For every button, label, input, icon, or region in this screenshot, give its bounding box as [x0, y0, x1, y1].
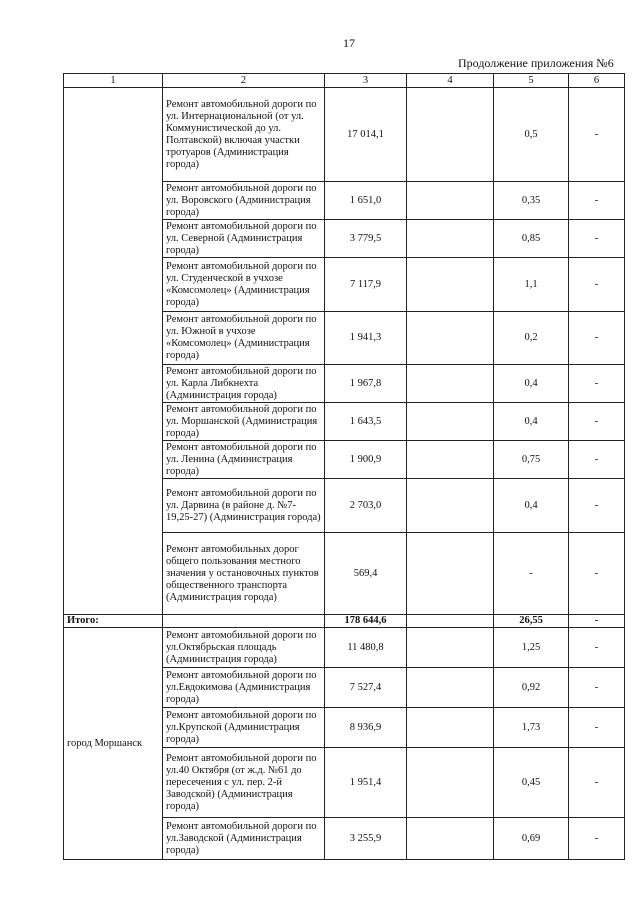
work-description: Ремонт автомобильной дороги по ул. Карла Либкнехта (Администрация города): [163, 365, 325, 403]
work-description: Ремонт автомобильной дороги по ул.Октябрьская площадь (Администрация города): [163, 628, 325, 668]
length-value: 0,85: [494, 220, 569, 258]
column-6-value: -: [569, 441, 625, 479]
amount-value: 17 014,1: [325, 88, 407, 182]
column-4-value: [407, 312, 494, 365]
column-4-value: [407, 628, 494, 668]
road-repair-table: [63, 73, 625, 860]
column-4-value: [407, 403, 494, 441]
amount-value: 1 651,0: [325, 182, 407, 220]
amount-value: 569,4: [325, 533, 407, 615]
amount-value: 1 941,3: [325, 312, 407, 365]
total-label: Итого:: [64, 615, 163, 628]
total-col6: -: [569, 615, 625, 628]
work-description: Ремонт автомобильной дороги по ул.40 Октября (от ж.д. №61 до пересечения с ул. пер. 2-й Заводской) (Администрация города): [163, 748, 325, 818]
column-4-value: [407, 441, 494, 479]
total-empty: [163, 615, 325, 628]
column-4-value: [407, 365, 494, 403]
total-length: 26,55: [494, 615, 569, 628]
total-amount: 178 644,6: [325, 615, 407, 628]
column-4-value: [407, 182, 494, 220]
column-6-value: -: [569, 628, 625, 668]
column-4-value: [407, 479, 494, 533]
length-value: 0,75: [494, 441, 569, 479]
length-value: 0,4: [494, 479, 569, 533]
column-6-value: -: [569, 312, 625, 365]
work-description: Ремонт автомобильной дороги по ул. Интернациональной (от ул. Коммунистической до ул. Полтавской) включая участки тротуаров (Администрация города): [163, 88, 325, 182]
work-description: Ремонт автомобильной дороги по ул. Студенческой в учхозе «Комсомолец» (Администрация города): [163, 258, 325, 312]
column-6-value: -: [569, 365, 625, 403]
length-value: 0,5: [494, 88, 569, 182]
amount-value: 8 936,9: [325, 708, 407, 748]
column-number-row: [64, 74, 625, 88]
amount-value: 7 117,9: [325, 258, 407, 312]
column-header: 2: [163, 74, 325, 88]
amount-value: 3 779,5: [325, 220, 407, 258]
length-value: 1,1: [494, 258, 569, 312]
column-4-value: [407, 533, 494, 615]
table-body: [64, 88, 625, 860]
municipality-cell: [64, 88, 163, 615]
column-header: 6: [569, 74, 625, 88]
column-6-value: -: [569, 88, 625, 182]
column-4-value: [407, 748, 494, 818]
length-value: 0,92: [494, 668, 569, 708]
column-4-value: [407, 708, 494, 748]
length-value: 0,35: [494, 182, 569, 220]
column-4-value: [407, 88, 494, 182]
length-value: 1,25: [494, 628, 569, 668]
table-row: [64, 628, 625, 668]
amount-value: 1 967,8: [325, 365, 407, 403]
column-6-value: -: [569, 708, 625, 748]
municipality-cell: город Моршанск: [64, 628, 163, 860]
column-6-value: -: [569, 533, 625, 615]
length-value: 0,2: [494, 312, 569, 365]
work-description: Ремонт автомобильной дороги по ул.Заводской (Администрация города): [163, 818, 325, 860]
work-description: Ремонт автомобильной дороги по ул. Моршанской (Администрация города): [163, 403, 325, 441]
length-value: 0,4: [494, 403, 569, 441]
amount-value: 1 900,9: [325, 441, 407, 479]
work-description: Ремонт автомобильной дороги по ул.Евдокимова (Администрация города): [163, 668, 325, 708]
work-description: Ремонт автомобильной дороги по ул. Дарвина (в районе д. №7-19,25-27) (Администрация города): [163, 479, 325, 533]
length-value: 0,69: [494, 818, 569, 860]
amount-value: 2 703,0: [325, 479, 407, 533]
amount-value: 1 951,4: [325, 748, 407, 818]
column-6-value: -: [569, 818, 625, 860]
length-value: 0,45: [494, 748, 569, 818]
work-description: Ремонт автомобильной дороги по ул. Южной в учхозе «Комсомолец» (Администрация города): [163, 312, 325, 365]
column-6-value: -: [569, 479, 625, 533]
column-header: 3: [325, 74, 407, 88]
work-description: Ремонт автомобильных дорог общего пользования местного значения у остановочных пунктов общественного транспорта (Администрация города): [163, 533, 325, 615]
length-value: -: [494, 533, 569, 615]
column-header: 4: [407, 74, 494, 88]
column-6-value: -: [569, 182, 625, 220]
work-description: Ремонт автомобильной дороги по ул. Ленина (Администрация города): [163, 441, 325, 479]
column-header: 5: [494, 74, 569, 88]
amount-value: 11 480,8: [325, 628, 407, 668]
column-4-value: [407, 818, 494, 860]
column-6-value: -: [569, 748, 625, 818]
column-6-value: -: [569, 403, 625, 441]
column-header: 1: [64, 74, 163, 88]
column-6-value: -: [569, 220, 625, 258]
appendix-continuation-label: Продолжение приложения №6: [458, 56, 614, 70]
column-4-value: [407, 220, 494, 258]
column-6-value: -: [569, 258, 625, 312]
work-description: Ремонт автомобильной дороги по ул.Крупской (Администрация города): [163, 708, 325, 748]
total-empty: [407, 615, 494, 628]
length-value: 0,4: [494, 365, 569, 403]
amount-value: 3 255,9: [325, 818, 407, 860]
column-6-value: -: [569, 668, 625, 708]
total-row: [64, 615, 625, 628]
column-4-value: [407, 668, 494, 708]
work-description: Ремонт автомобильной дороги по ул. Воровского (Администрация города): [163, 182, 325, 220]
amount-value: 7 527,4: [325, 668, 407, 708]
work-description: Ремонт автомобильной дороги по ул. Северной (Администрация города): [163, 220, 325, 258]
length-value: 1,73: [494, 708, 569, 748]
page-number: 17: [343, 36, 355, 50]
amount-value: 1 643,5: [325, 403, 407, 441]
table-row: [64, 88, 625, 182]
column-4-value: [407, 258, 494, 312]
